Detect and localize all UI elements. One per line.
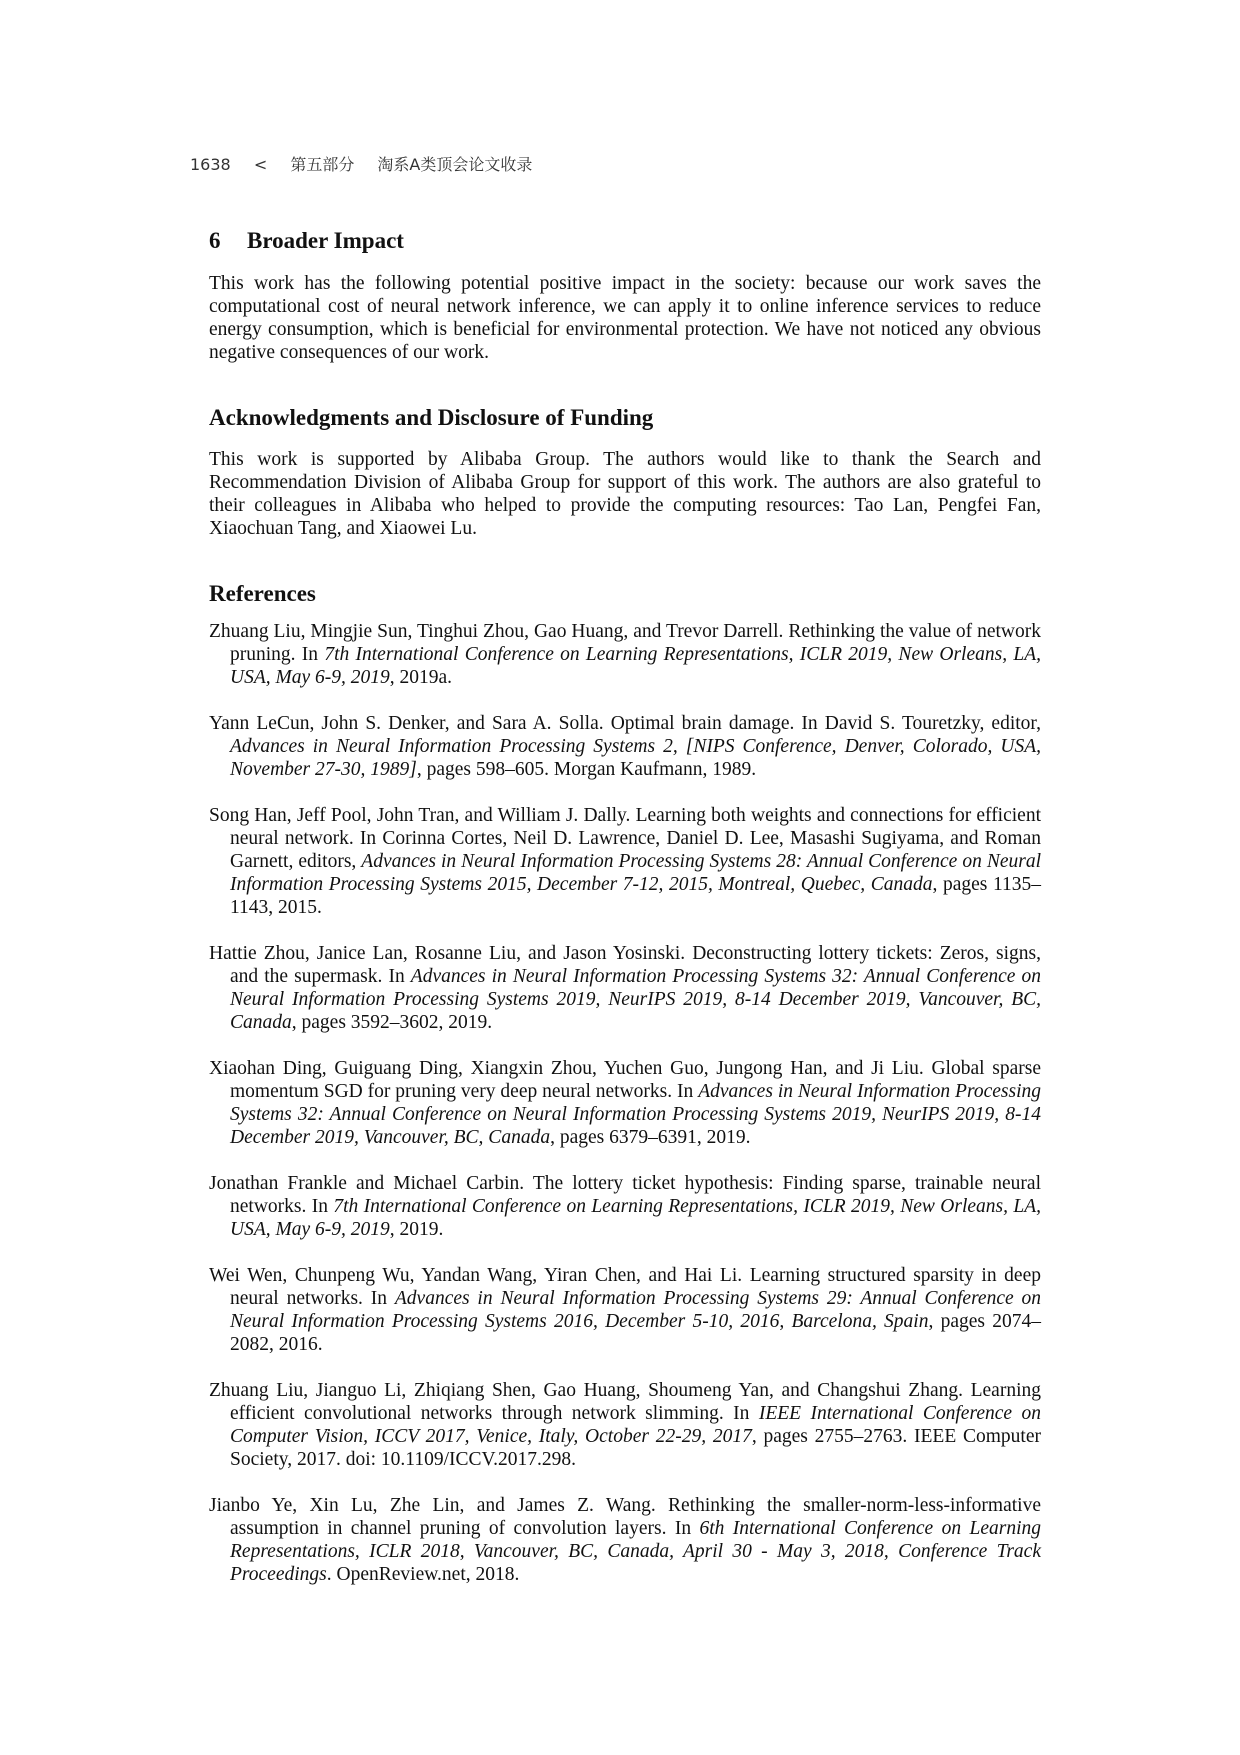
- part-label: 第五部分: [290, 155, 355, 174]
- section-broader-impact: [209, 227, 1041, 364]
- reference-item: [209, 1172, 1041, 1241]
- reference-details: , pages 598–605. Morgan Kaufmann, 1989.: [416, 758, 757, 780]
- reference-item: [209, 712, 1041, 781]
- reference-authors-title: Yann LeCun, John S. Denker, and Sara A. Solla. Optimal brain damage. In David S. Touretzky, editor,: [209, 712, 1041, 734]
- section-title: Broader Impact: [247, 228, 404, 253]
- section-references: [209, 580, 1041, 1586]
- book-title: 淘系A类顶会论文收录: [377, 155, 533, 174]
- reference-venue: Advances in Neural Information Processing Systems 32: Annual Conference on Neural Information Processing Systems 2019, NeurIPS 2019, 8-14 December 2019, Vancouver, BC, Canada: [230, 1080, 1041, 1148]
- section-acknowledgments: [209, 404, 1041, 541]
- section-heading: References: [209, 581, 316, 607]
- reference-details: , 2019a.: [389, 666, 453, 688]
- reference-authors-title: Zhuang Liu, Jianguo Li, Zhiqiang Shen, Gao Huang, Shoumeng Yan, and Changshui Zhang. Learning efficient convolutional networks through network slimming. In: [209, 1379, 1041, 1424]
- reference-details: , pages 3592–3602, 2019.: [291, 1011, 493, 1033]
- reference-list: [209, 620, 1041, 1586]
- reference-venue: Advances in Neural Information Processing Systems 2, [NIPS Conference, Denver, Colorado, USA, November 27-30, 1989]: [230, 735, 1041, 780]
- reference-item: [209, 1494, 1041, 1586]
- section-paragraph: This work is supported by Alibaba Group. The authors would like to thank the Search and Recommendation Division of Alibaba Group for support of this work. The authors are also grateful to their colleagues in Alibaba who helped to provide the computing resources: Tao Lan, Pengfei Fan, Xiaochuan Tang, and Xiaowei Lu.: [209, 449, 1041, 540]
- reference-item: [209, 1057, 1041, 1149]
- reference-item: [209, 1264, 1041, 1356]
- section-paragraph: This work has the following potential positive impact in the society: because our work saves the computational cost of neural network inference, we can apply it to online inference services to reduce energy consumption, which is beneficial for environmental protection. We have not noticed any obvious negative consequences of our work.: [209, 272, 1041, 363]
- reference-venue: Advances in Neural Information Processing Systems 28: Annual Conference on Neural Information Processing Systems 2015, December 7-12, 2015, Montreal, Quebec, Canada: [230, 850, 1041, 895]
- section-heading: [209, 227, 1041, 255]
- page-content: [209, 227, 1041, 1626]
- reference-venue: 6th International Conference on Learning Representations, ICLR 2018, Vancouver, BC, Canada, April 30 - May 3, 2018, Conference Track Proceedings: [230, 1517, 1041, 1585]
- reference-authors-title: Song Han, Jeff Pool, John Tran, and William J. Dally. Learning both weights and connections for efficient neural network. In Corinna Cortes, Neil D. Lawrence, Daniel D. Lee, Masashi Sugiyama, and Roman Garnett, editors,: [209, 804, 1041, 872]
- reference-details: , pages 6379–6391, 2019.: [550, 1126, 751, 1148]
- reference-venue: IEEE International Conference on Computer Vision, ICCV 2017, Venice, Italy, October 22-29, 2017: [230, 1402, 1041, 1447]
- section-heading: Acknowledgments and Disclosure of Funding: [209, 404, 654, 430]
- running-header: [190, 152, 550, 175]
- section-number: 6: [209, 228, 221, 253]
- back-arrow-icon: <: [253, 155, 268, 174]
- reference-authors-title: Wei Wen, Chunpeng Wu, Yandan Wang, Yiran Chen, and Hai Li. Learning structured sparsity in deep neural networks. In: [209, 1264, 1041, 1309]
- reference-authors-title: Zhuang Liu, Mingjie Sun, Tinghui Zhou, Gao Huang, and Trevor Darrell. Rethinking the value of network pruning. In: [209, 620, 1041, 665]
- reference-item: [209, 1379, 1041, 1471]
- reference-item: [209, 804, 1041, 919]
- reference-details: , pages 1135–1143, 2015.: [230, 873, 1041, 918]
- page-number: 1638: [190, 155, 231, 174]
- reference-venue: 7th International Conference on Learning Representations, ICLR 2019, New Orleans, LA, USA, May 6-9, 2019: [230, 643, 1041, 688]
- reference-authors-title: Hattie Zhou, Janice Lan, Rosanne Liu, and Jason Yosinski. Deconstructing lottery tickets: Zeros, signs, and the supermask. In: [209, 942, 1041, 987]
- reference-venue: 7th International Conference on Learning Representations, ICLR 2019, New Orleans, LA, USA, May 6-9, 2019: [230, 1195, 1041, 1240]
- reference-authors-title: Jonathan Frankle and Michael Carbin. The lottery ticket hypothesis: Finding sparse, trainable neural networks. In: [209, 1172, 1041, 1217]
- reference-details: , 2019.: [389, 1218, 444, 1240]
- reference-authors-title: Jianbo Ye, Xin Lu, Zhe Lin, and James Z. Wang. Rethinking the smaller-norm-less-informative assumption in channel pruning of convolution layers. In: [209, 1494, 1041, 1539]
- reference-details: . OpenReview.net, 2018.: [326, 1563, 520, 1585]
- reference-authors-title: Xiaohan Ding, Guiguang Ding, Xiangxin Zhou, Yuchen Guo, Jungong Han, and Ji Liu. Global sparse momentum SGD for pruning very deep neural networks. In: [209, 1057, 1041, 1102]
- reference-venue: Advances in Neural Information Processing Systems 32: Annual Conference on Neural Information Processing Systems 2019, NeurIPS 2019, 8-14 December 2019, Vancouver, BC, Canada: [230, 965, 1041, 1033]
- reference-item: [209, 942, 1041, 1034]
- reference-details: , pages 2074–2082, 2016.: [230, 1310, 1041, 1355]
- reference-details: , pages 2755–2763. IEEE Computer Society, 2017. doi: 10.1109/ICCV.2017.298.: [230, 1425, 1041, 1470]
- reference-item: [209, 620, 1041, 689]
- reference-venue: Advances in Neural Information Processing Systems 29: Annual Conference on Neural Information Processing Systems 2016, December 5-10, 2016, Barcelona, Spain: [230, 1287, 1041, 1332]
